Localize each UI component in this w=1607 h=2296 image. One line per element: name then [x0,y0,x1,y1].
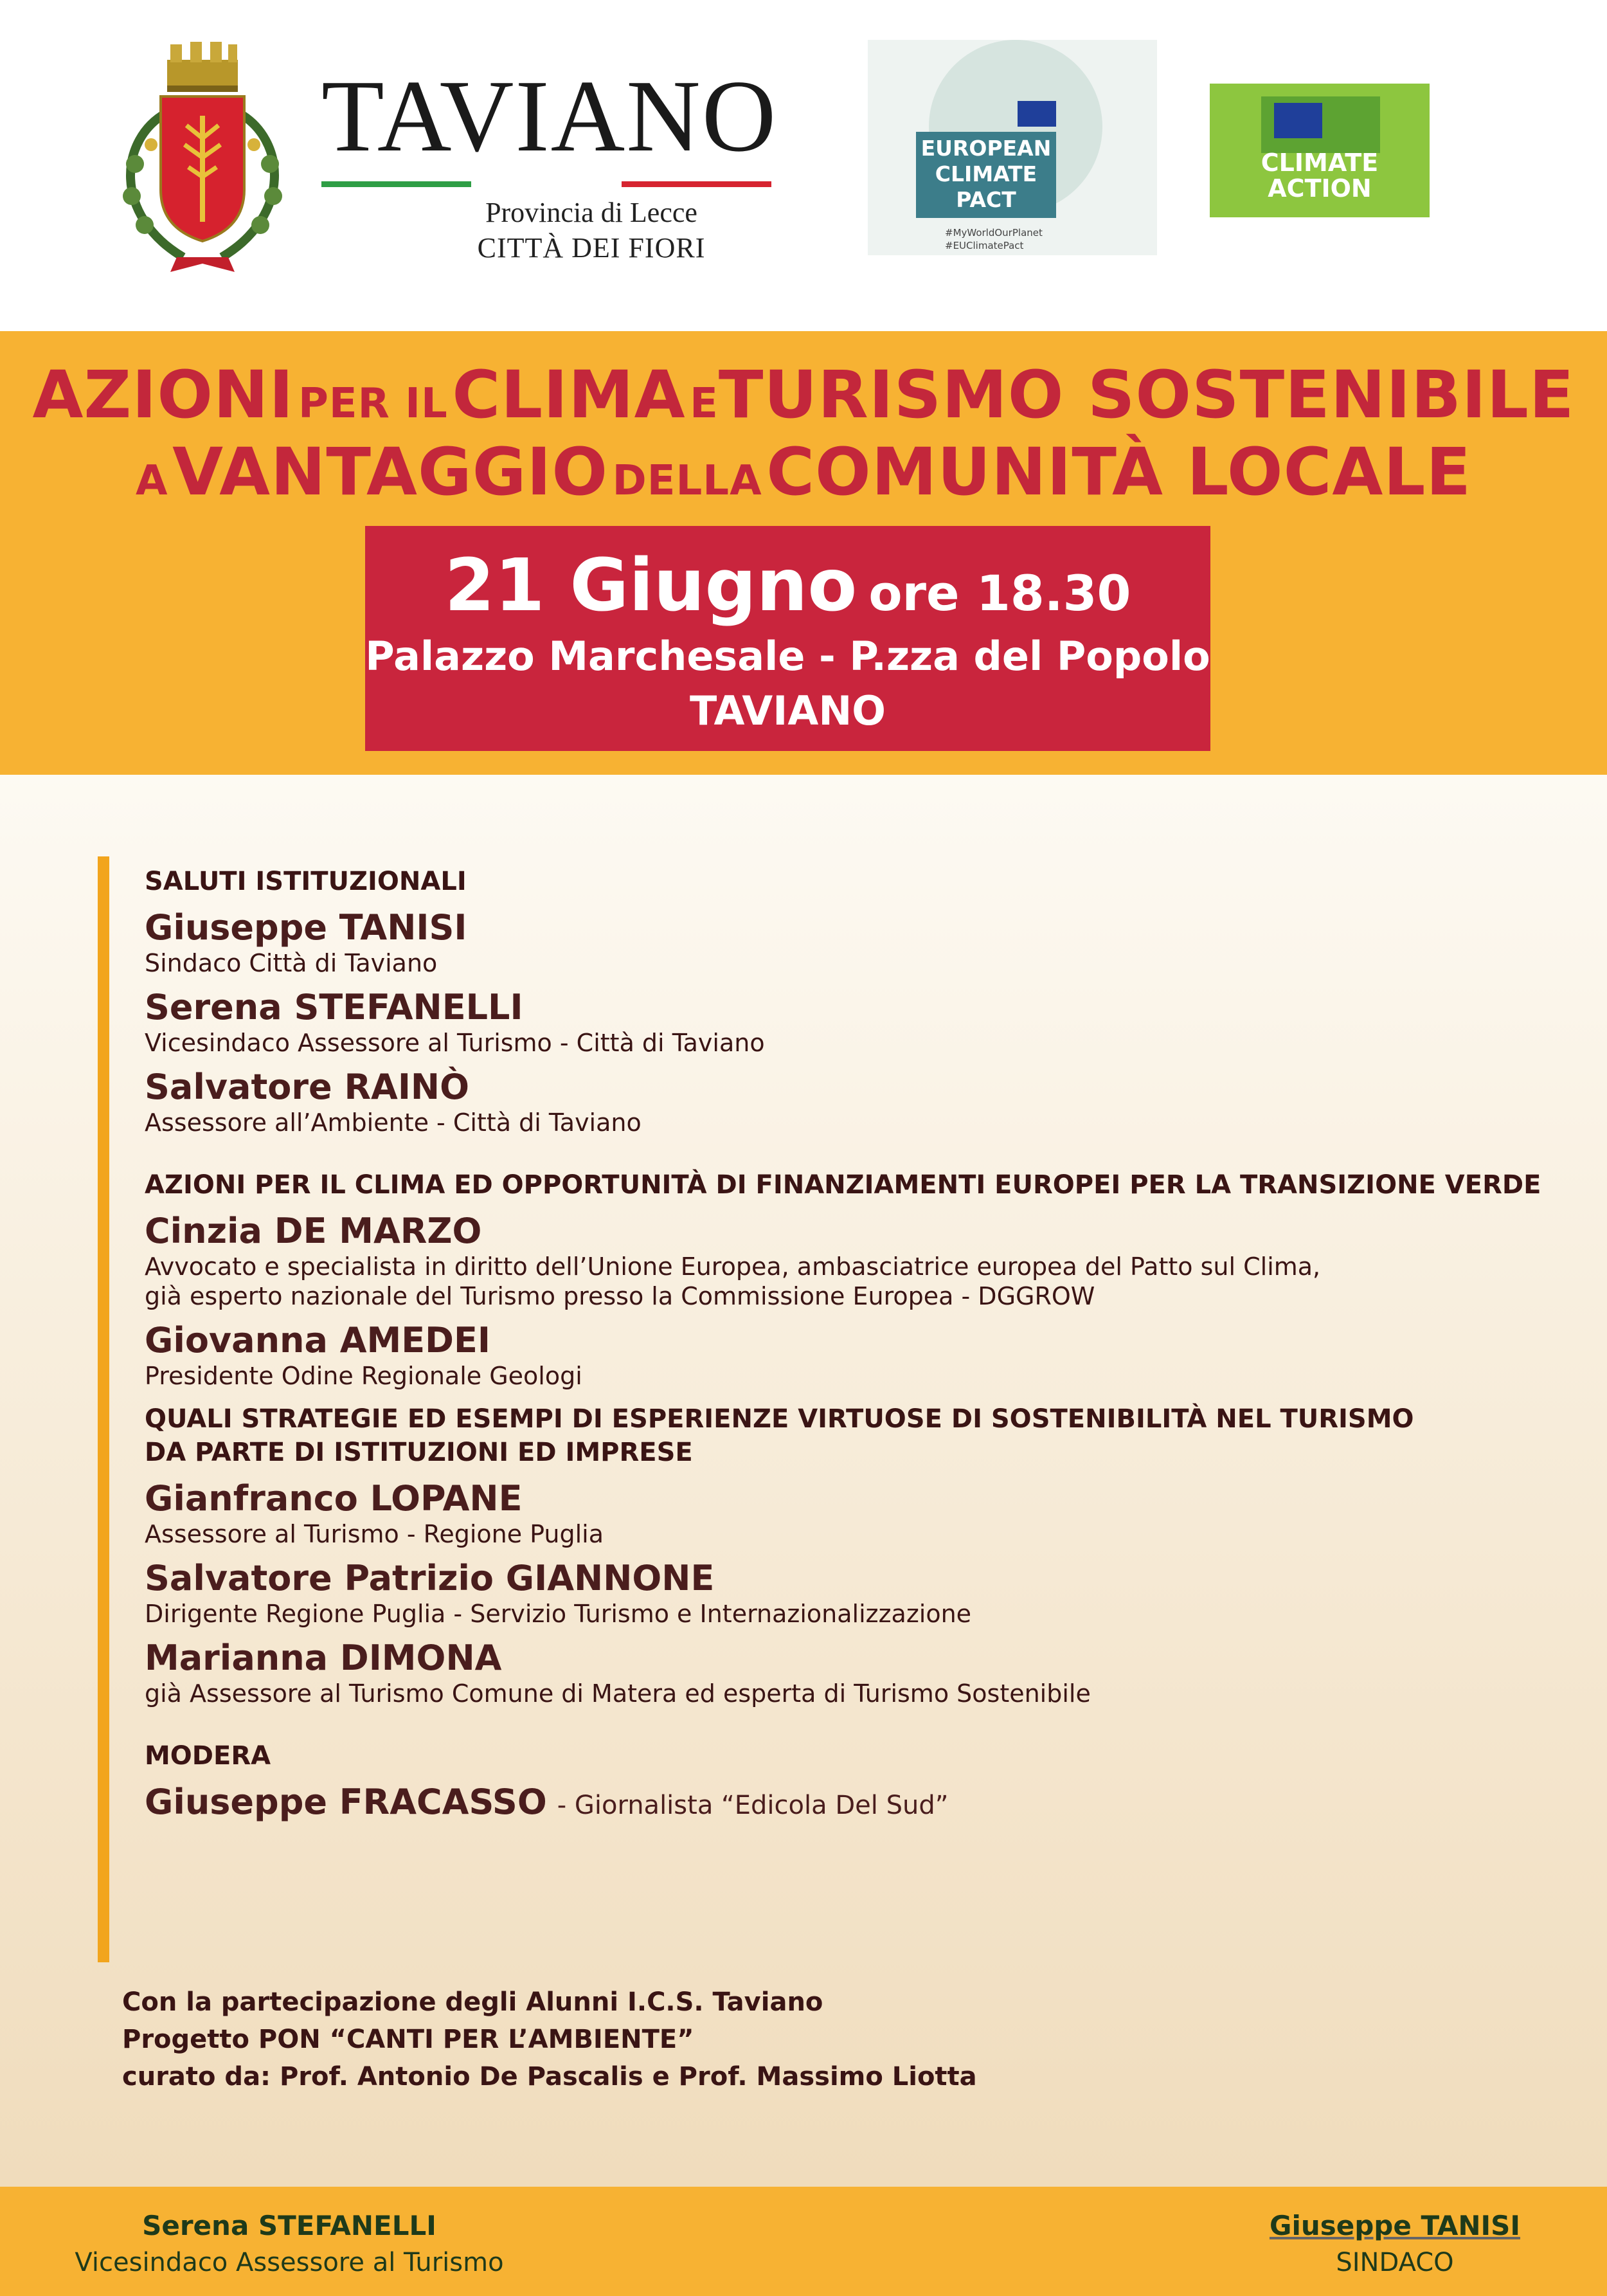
event-town: TAVIANO [690,687,886,734]
title-word: DELLA [612,457,762,505]
speaker-name: Cinzia DE MARZO [145,1211,482,1251]
speaker-role: Avvocato e specialista in diritto dell’Unione Europea, ambasciatrice europea del Patto sul Clima, [145,1252,1321,1281]
climate-action-logo [1210,84,1430,217]
speaker-name: Salvatore Patrizio GIANNONE [145,1558,715,1598]
spacer [145,1708,1559,1739]
event-place: Palazzo Marchesale - P.zza del Popolo [365,633,1210,680]
italian-tricolor-line [321,181,771,187]
brand-block [321,59,778,264]
signatory-name: Giuseppe TANISI [1269,2210,1521,2241]
ca-line-1: CLIMATE [1261,149,1379,177]
ecp-line-1: EUROPEAN [920,136,1052,161]
spacer [145,1137,1559,1168]
ecp-line-3: PACT [956,187,1016,212]
taviano-coat-of-arms-icon [106,35,299,280]
program-section [0,775,1607,2187]
signature-right [1247,2210,1543,2277]
tricolor-white [471,181,621,187]
title-line-2 [0,434,1607,511]
event-date: 21 Giugno [444,544,857,628]
ecp-hashtag-2: #EUClimatePact [945,240,1024,251]
ca-label [1210,150,1430,201]
footer-signatures [0,2187,1607,2296]
ca-line-2: ACTION [1268,174,1372,203]
title-word: E [690,380,719,428]
event-date-box [365,526,1210,751]
signature-left [71,2210,508,2277]
title-word: CLIMA [452,357,686,433]
speaker-role: Assessore all’Ambiente - Città di Taviano [145,1108,642,1137]
program-accent-bar [98,856,109,1962]
section-heading: SALUTI ISTITUZIONALI [145,867,467,896]
speaker-role: Sindaco Città di Taviano [145,949,438,977]
title-word: COMUNITÀ LOCALE [766,434,1472,511]
brand-subtitle-province: Provincia di Lecce [485,197,697,228]
speaker-name: Gianfranco LOPANE [145,1478,523,1519]
event-time: ore 18.30 [868,565,1131,622]
title-word: PER IL [298,380,448,428]
ecp-hashtag-1: #MyWorldOurPlanet [945,227,1043,239]
section-heading: QUALI STRATEGIE ED ESEMPI DI ESPERIENZE VIRTUOSE DI SOSTENIBILITÀ NEL TURISMO [145,1404,1414,1434]
speaker-name: Giovanna AMEDEI [145,1320,490,1360]
speaker-role: Assessore al Turismo - Regione Puglia [145,1520,604,1548]
speaker-role: Dirigente Regione Puglia - Servizio Turismo e Internazionalizzazione [145,1600,972,1628]
signatory-role: Vicesindaco Assessore al Turismo [75,2248,504,2277]
signatory-name: Serena STEFANELLI [142,2210,436,2241]
title-band [0,331,1607,775]
participation-line: curato da: Prof. Antonio De Pascalis e Prof. Massimo Liotta [122,2062,977,2092]
program-list [145,865,1559,1826]
title-word: VANTAGGIO [172,434,609,511]
tricolor-red [622,181,771,187]
title-word: A [135,457,168,505]
ecp-line-2: CLIMATE [935,161,1037,186]
speaker-name: Giuseppe FRACASSO [145,1782,547,1822]
brand-subtitle-city: CITTÀ DEI FIORI [477,232,706,264]
title-word: TURISMO SOSTENIBILE [718,357,1575,433]
speaker-role: - Giornalista “Edicola Del Sud” [557,1791,949,1820]
title-word: AZIONI [32,357,294,433]
section-heading: MODERA [145,1741,271,1771]
speaker-name: Giuseppe TANISI [145,907,467,948]
speaker-role: Vicesindaco Assessore al Turismo - Città di Taviano [145,1029,765,1057]
section-heading: DA PARTE DI ISTITUZIONI ED IMPRESE [145,1438,693,1467]
participation-note [122,1984,977,2095]
participation-line: Con la partecipazione degli Alunni I.C.S. Taviano [122,1987,823,2017]
title-line-1 [0,357,1607,433]
tricolor-green [321,181,471,187]
ecp-label [916,132,1056,218]
section-heading: AZIONI PER IL CLIMA ED OPPORTUNITÀ DI FINANZIAMENTI EUROPEI PER LA TRANSIZIONE VERDE [145,1170,1541,1200]
speaker-name: Serena STEFANELLI [145,987,523,1027]
speaker-name: Marianna DIMONA [145,1638,502,1678]
speaker-role: Presidente Odine Regionale Geologi [145,1362,582,1390]
eu-flag-icon [1018,101,1056,127]
signatory-role: SINDACO [1336,2248,1454,2277]
european-climate-pact-logo [868,40,1157,255]
spacer [145,1391,1559,1402]
speaker-name: Salvatore RAINÒ [145,1067,470,1107]
speaker-role: già Assessore al Turismo Comune di Matera ed esperta di Turismo Sostenibile [145,1679,1091,1708]
speaker-role: già esperto nazionale del Turismo presso la Commissione Europea - DGGROW [145,1282,1095,1310]
ecp-hashtags [945,226,1086,252]
moderator-line [145,1782,1559,1826]
brand-title: TAVIANO [321,59,778,173]
participation-line: Progetto PON “CANTI PER L’AMBIENTE” [122,2025,694,2054]
eu-flag-icon [1274,103,1322,138]
header [0,0,1607,331]
event-date-line [365,544,1210,628]
